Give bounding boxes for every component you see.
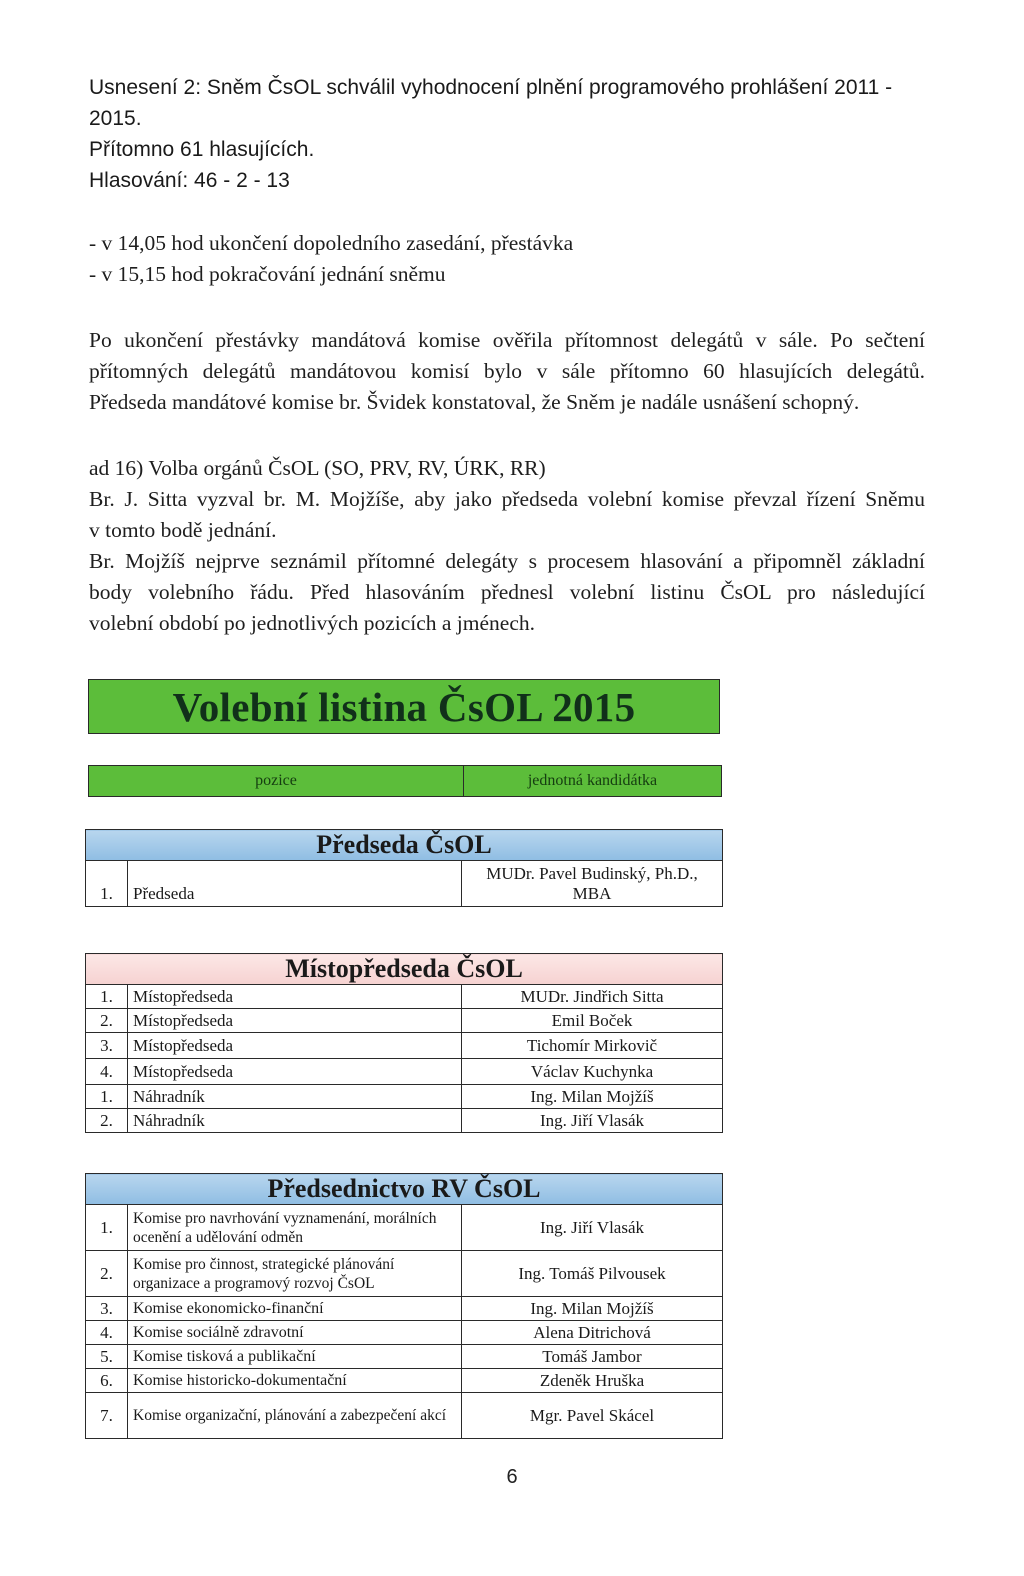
row-name: Mgr. Pavel Skácel (462, 1393, 723, 1439)
row-number: 4. (86, 1059, 128, 1085)
resolution-line-1: Usnesení 2: Sněm ČsOL schválil vyhodnocení plnění programového prohlášení 2011 - (89, 76, 893, 99)
table-chair (85, 829, 723, 907)
row-number: 7. (86, 1393, 128, 1439)
row-name: Ing. Jiří Vlasák (462, 1109, 723, 1133)
row-position: Náhradník (128, 1109, 462, 1133)
row-name-line-2: MBA (572, 883, 612, 903)
resolution-vote: Hlasování: 46 - 2 - 13 (89, 169, 290, 192)
section-title-chair: Předseda ČsOL (86, 830, 723, 861)
resolution-block (89, 72, 939, 196)
row-name: Tomáš Jambor (462, 1345, 723, 1369)
para2-line-3: Br. Mojžíš nejprve seznámil přítomné delegáty s procesem hlasování a připomněl základní (89, 549, 925, 573)
row-number: 2. (86, 1251, 128, 1297)
row-position: Komise tisková a publikační (128, 1345, 462, 1369)
table-row (86, 1345, 723, 1369)
section-title-vice: Místopředseda ČsOL (86, 954, 723, 985)
para1-line-1: Po ukončení přestávky mandátová komise ověřila přítomnost delegátů v sále. Po sečtení (89, 328, 925, 352)
row-name: MUDr. Jindřich Sitta (462, 985, 723, 1009)
row-name: Ing. Milan Mojžíš (462, 1297, 723, 1321)
row-name (462, 861, 723, 907)
table-row (86, 1369, 723, 1393)
table-presidium (85, 1173, 723, 1439)
para1-line-3: Předseda mandátové komise br. Švidek konstatoval, že Sněm je nadále usnášení schopný. (89, 390, 860, 414)
row-position: Komise pro činnost, strategické plánování organizace a programový rozvoj ČsOL (128, 1251, 462, 1297)
table-row (86, 1059, 723, 1085)
ballot-title-banner (88, 679, 720, 734)
row-position: Komise ekonomicko-finanční (128, 1297, 462, 1321)
table-row (86, 1109, 723, 1133)
table-row (86, 1393, 723, 1439)
header-position: pozice (255, 772, 297, 789)
row-position: Místopředseda (128, 1059, 462, 1085)
row-position: Komise pro navrhování vyznamenání, morálních ocenění a udělování odměn (128, 1205, 462, 1251)
header-candidates: jednotná kandidátka (527, 772, 658, 789)
header-position-cell (89, 766, 464, 796)
paragraph-mandate (89, 325, 925, 418)
row-number: 1. (86, 861, 128, 907)
table-row (86, 1321, 723, 1345)
schedule-block (89, 228, 925, 290)
row-name: Václav Kuchynka (462, 1059, 723, 1085)
row-name-line-1: MUDr. Pavel Budinský, Ph.D., (486, 863, 698, 883)
row-position: Komise sociálně zdravotní (128, 1321, 462, 1345)
table-row (86, 1009, 723, 1033)
row-position: Místopředseda (128, 985, 462, 1009)
ballot-header-bar (88, 765, 722, 797)
row-name: Ing. Tomáš Pilvousek (462, 1251, 723, 1297)
resolution-present: Přítomno 61 hlasujících. (89, 138, 315, 161)
schedule-line-1: - v 14,05 hod ukončení dopoledního zasedání, přestávka (89, 231, 574, 255)
resolution-line-2: 2015. (89, 107, 142, 130)
page-number: 6 (506, 1466, 518, 1488)
row-name: Zdeněk Hruška (462, 1369, 723, 1393)
ballot-title: Volební listina ČsOL 2015 (172, 683, 636, 730)
table-row (86, 861, 723, 907)
table-row (86, 1205, 723, 1251)
row-name: Tichomír Mirkovič (462, 1033, 723, 1059)
table-row (86, 1033, 723, 1059)
schedule-line-2: - v 15,15 hod pokračování jednání sněmu (89, 262, 446, 286)
row-position: Místopředseda (128, 1009, 462, 1033)
row-name: Emil Boček (462, 1009, 723, 1033)
para2-line-5: volební období po jednotlivých pozicích a jménech. (89, 611, 536, 635)
row-number: 1. (86, 985, 128, 1009)
para2-line-4: body volebního řádu. Před hlasováním přednesl volební listinu ČsOL pro následující (89, 580, 925, 604)
row-name: Alena Ditrichová (462, 1321, 723, 1345)
row-number: 3. (86, 1297, 128, 1321)
para2-line-1: Br. J. Sitta vyzval br. M. Mojžíše, aby jako předseda volební komise převzal řízení Sněmu (89, 487, 925, 511)
row-number: 4. (86, 1321, 128, 1345)
para1-line-2: přítomných delegátů mandátovou komisí bylo v sále přítomno 60 hlasujících delegátů. (89, 359, 925, 383)
table-row (86, 1085, 723, 1109)
row-number: 1. (86, 1085, 128, 1109)
row-number: 1. (86, 1205, 128, 1251)
row-number: 3. (86, 1033, 128, 1059)
table-vice (85, 953, 723, 1133)
table-row (86, 1297, 723, 1321)
row-number: 2. (86, 1109, 128, 1133)
section-title-presidium: Předsednictvo RV ČsOL (86, 1174, 723, 1205)
row-number: 2. (86, 1009, 128, 1033)
table-row (86, 1251, 723, 1297)
row-name: Ing. Milan Mojžíš (462, 1085, 723, 1109)
table-row (86, 985, 723, 1009)
row-number: 6. (86, 1369, 128, 1393)
row-position: Komise organizační, plánování a zabezpečení akcí (128, 1393, 462, 1439)
row-name: Ing. Jiří Vlasák (462, 1205, 723, 1251)
para2-heading: ad 16) Volba orgánů ČsOL (SO, PRV, RV, ÚRK, RR) (89, 456, 546, 480)
row-position: Předseda (128, 861, 462, 907)
header-candidates-cell (464, 766, 721, 796)
row-position: Místopředseda (128, 1033, 462, 1059)
paragraph-election (89, 453, 925, 639)
row-position: Náhradník (128, 1085, 462, 1109)
para2-line-2: v tomto bodě jednání. (89, 518, 277, 542)
row-number: 5. (86, 1345, 128, 1369)
row-position: Komise historicko-dokumentační (128, 1369, 462, 1393)
